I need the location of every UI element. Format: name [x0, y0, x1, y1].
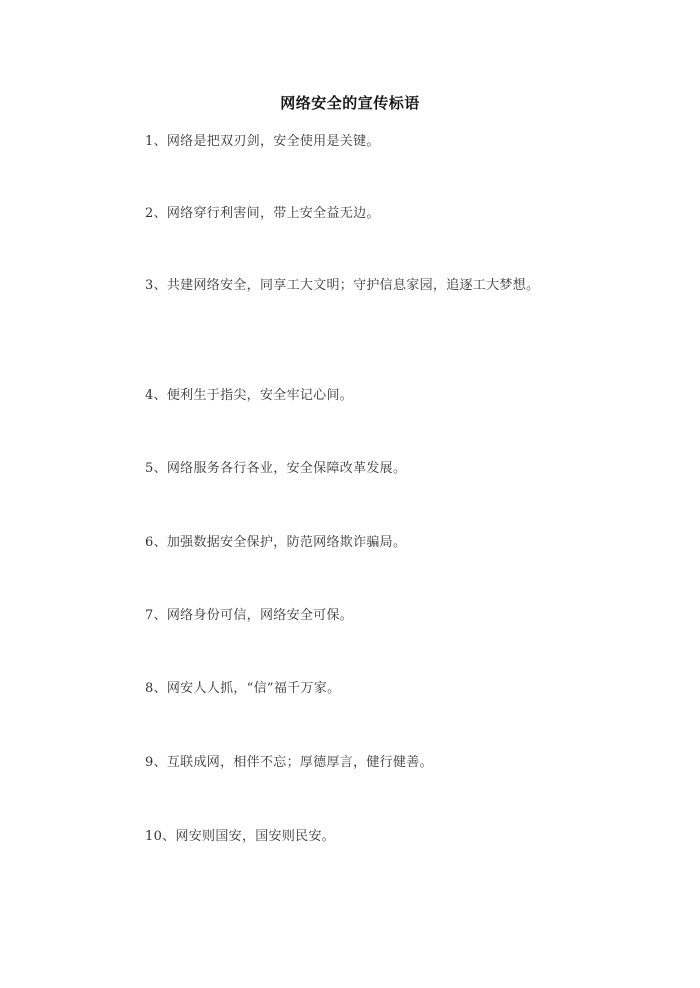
slogan-item-1: 1、网络是把双刃剑，安全使用是关键。: [145, 134, 380, 149]
slogan-item-2: 2、网络穿行利害间，带上安全益无边。: [145, 206, 380, 221]
slogan-item-10: 10、网安则国安，国安则民安。: [145, 829, 336, 844]
slogan-item-5: 5、网络服务各行各业，安全保障改革发展。: [145, 461, 407, 476]
slogan-item-6: 6、加强数据安全保护，防范网络欺诈骗局。: [145, 535, 407, 550]
slogan-item-4: 4、便利生于指尖，安全牢记心间。: [145, 388, 354, 403]
document-title: 网络安全的宣传标语: [280, 94, 420, 112]
slogan-item-3: 3、共建网络安全，同享工大文明；守护信息家园，追逐工大梦想。: [145, 278, 540, 293]
slogan-item-9: 9、互联成网，相伴不忘；厚德厚言，健行健善。: [145, 755, 433, 770]
slogan-item-8: 8、网安人人抓，“信”福千万家。: [145, 681, 341, 696]
slogan-item-7: 7、网络身份可信，网络安全可保。: [145, 608, 354, 623]
